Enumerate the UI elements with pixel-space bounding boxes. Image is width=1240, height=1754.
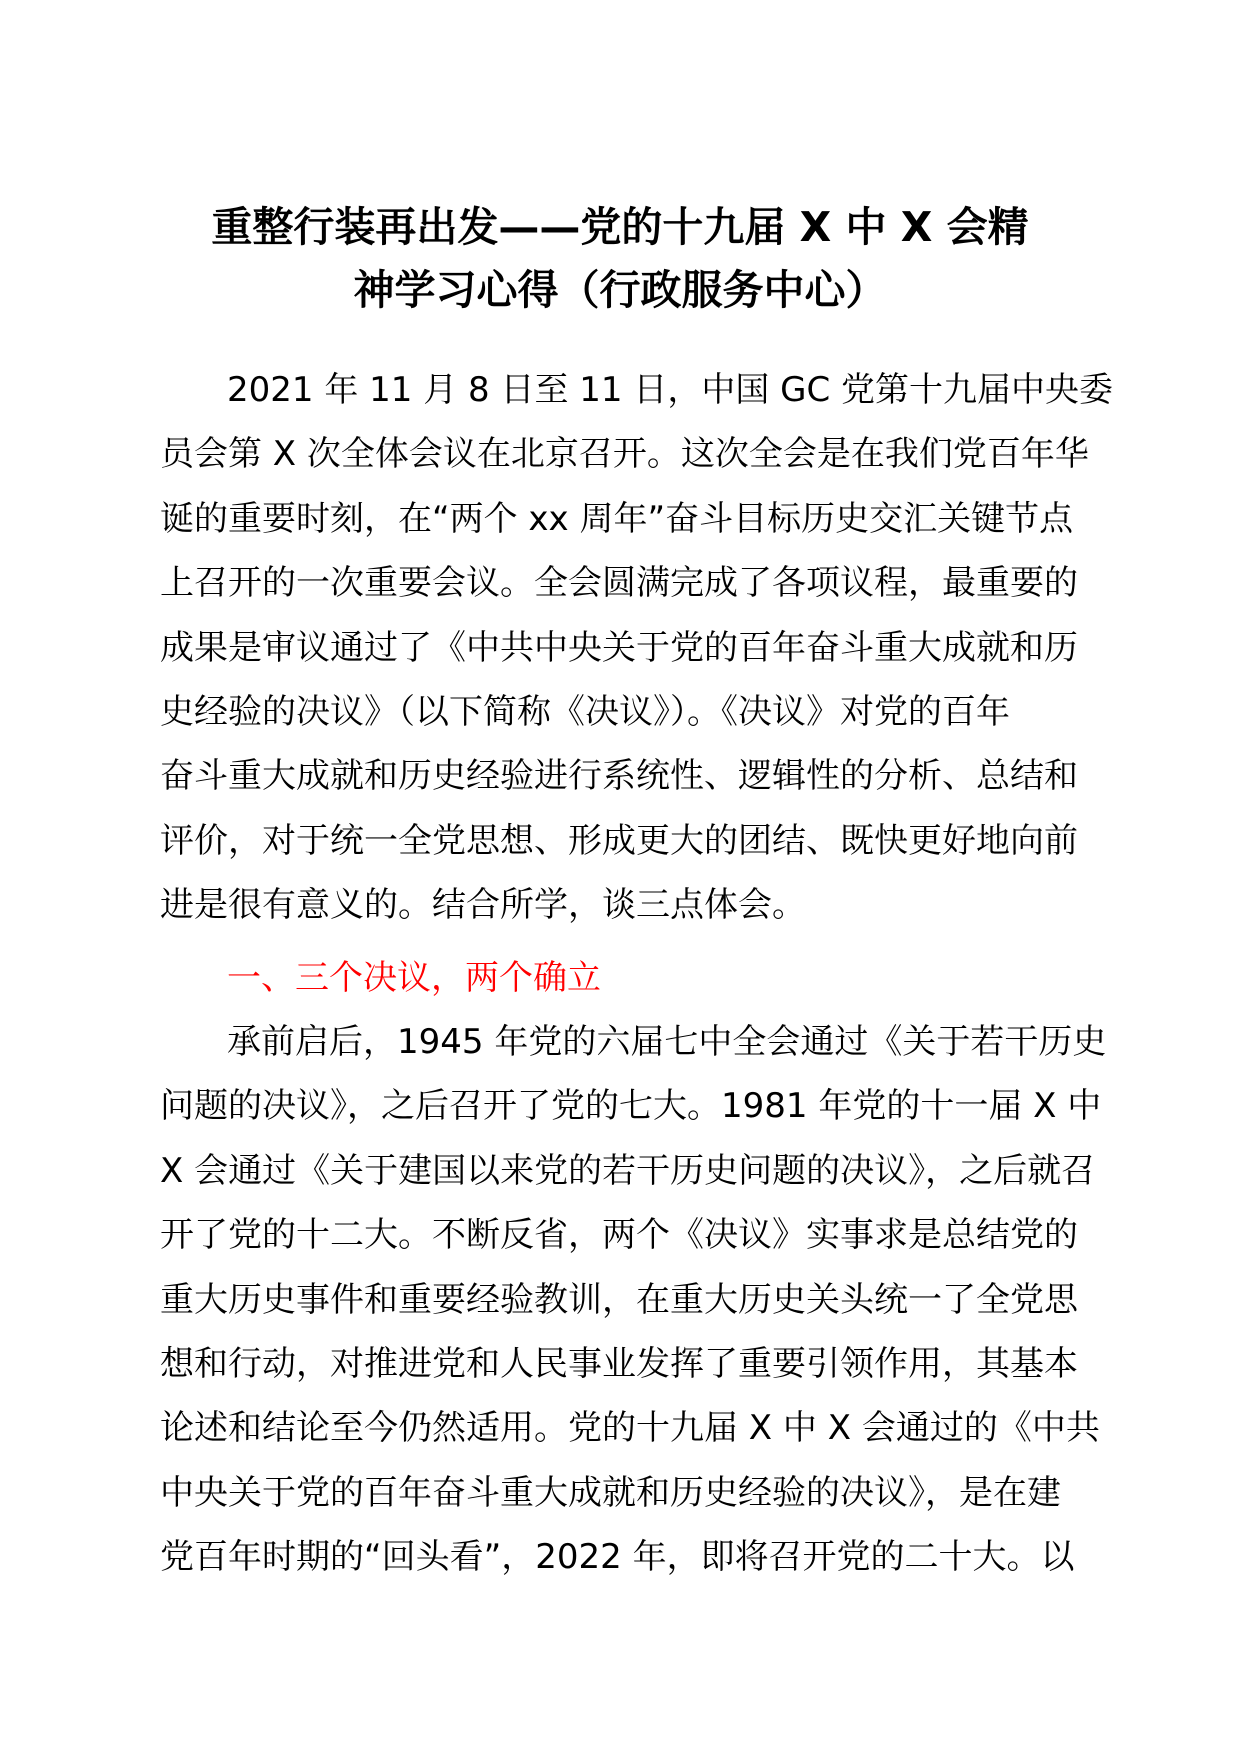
paragraph-line: X 会通过《关于建国以来党的若干历史问题的决议》，之后就召 [160,1150,1096,1191]
paragraph-line: 2021 年 11 月 8 日至 11 日，中国 GC 党第十九届中央委 [227,370,1114,410]
title-line: 神学习心得（行政服务中心） [353,266,887,314]
paragraph-line: 员会第 X 次全体会议在北京召开。这次全会是在我们党百年华 [160,434,1089,475]
paragraph-line: 论述和结论至今仍然适用。党的十九届 X 中 X 会通过的《中共 [160,1408,1100,1449]
paragraph-line: 想和行动，对推进党和人民事业发挥了重要引领作用，其基本 [160,1344,1078,1385]
paragraph-line: 诞的重要时刻，在“两个 xx 周年”奋斗目标历史交汇关键节点 [160,498,1074,539]
paragraph-line: 史经验的决议》（以下简称《决议》）。《决议》对党的百年 [160,692,1010,733]
paragraph-line: 开了党的十二大。不断反省，两个《决议》实事求是总结党的 [160,1215,1078,1256]
document-title [150,196,1090,322]
paragraph-line: 评价，对于统一全党思想、形成更大的团结、既快更好地向前 [160,820,1078,861]
paragraph-line: 承前启后，1945 年党的六届七中全会通过《关于若干历史 [227,1022,1107,1062]
paragraph-section-one [160,1010,1107,1590]
paragraph-line: 奋斗重大成就和历史经验进行系统性、逻辑性的分析、总结和 [160,756,1078,797]
paragraph-line: 成果是审议通过了《中共中央关于党的百年奋斗重大成就和历 [160,627,1078,668]
paragraph-line: 进是很有意义的。结合所学，谈三点体会。 [160,885,806,926]
paragraph-intro [160,358,1114,938]
title-line: 重整行装再出发——党的十九届 X 中 X 会精 [211,203,1029,251]
paragraph-line: 重大历史事件和重要经验教训，在重大历史关头统一了全党思 [160,1279,1078,1320]
paragraph-line: 问题的决议》，之后召开了党的七大。1981 年党的十一届 X 中 [160,1086,1102,1127]
section-heading: 一、三个决议，两个确立 [227,958,601,998]
paragraph-line: 中央关于党的百年奋斗重大成就和历史经验的决议》，是在建 [160,1472,1061,1513]
paragraph-line: 党百年时期的“回头看”，2022 年，即将召开党的二十大。以 [160,1537,1075,1578]
paragraph-line: 上召开的一次重要会议。全会圆满完成了各项议程，最重要的 [160,563,1078,604]
